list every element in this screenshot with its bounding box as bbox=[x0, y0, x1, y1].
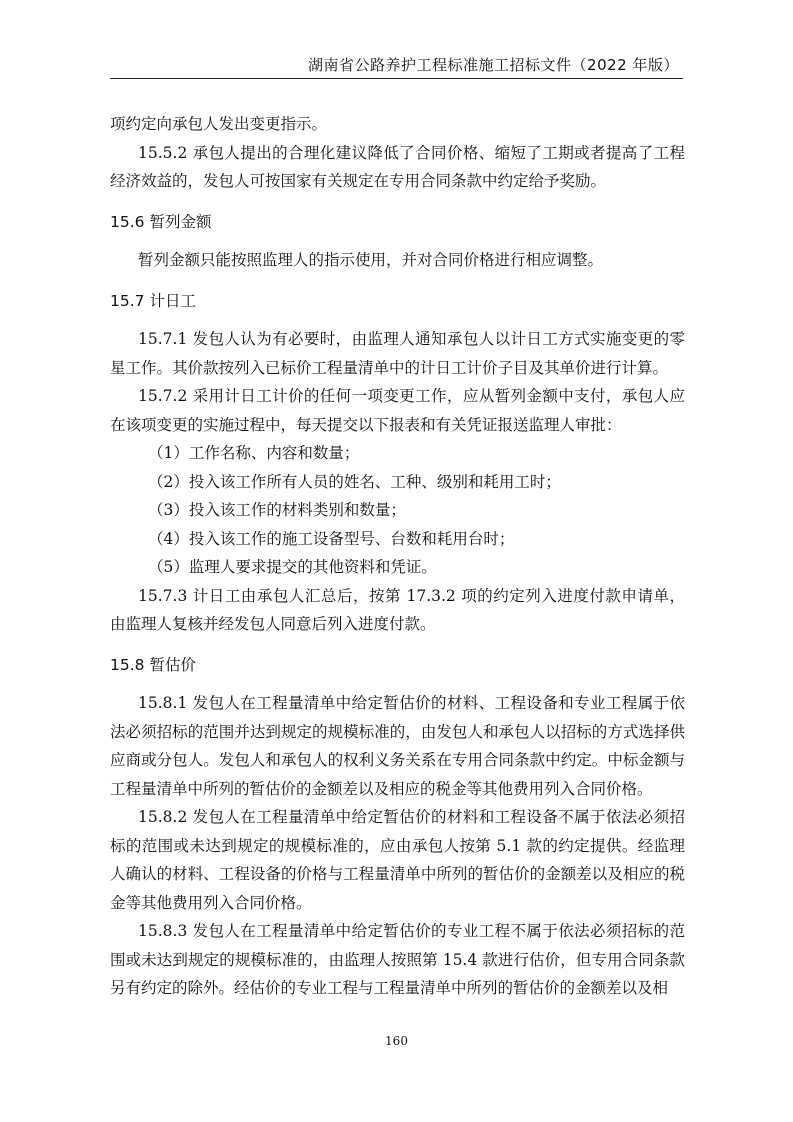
section-heading-15-8: 15.8 暂估价 bbox=[110, 655, 196, 674]
paragraph-15-7-3: 15.7.3 计日工由承包人汇总后，按第 17.3.2 项的约定列入进度付款申请单，由监理人复核并经发包人同意后列入进度付款。 bbox=[110, 586, 685, 633]
paragraph-15-7-2: 15.7.2 采用计日工计价的任何一项变更工作，应从暂列金额中支付，承包人应在该项变更的实施过程中，每天提交以下报表和有关凭证报送监理人审批： bbox=[110, 387, 685, 434]
list-item: （4）投入该工作的施工设备型号、台数和耗用台时； bbox=[148, 529, 515, 548]
list-item: （2）投入该工作所有人员的姓名、工种、级别和耗用工时； bbox=[148, 472, 561, 491]
document-title: 湖南省公路养护工程标准施工招标文件（2022 年版） bbox=[308, 56, 679, 74]
page-body bbox=[110, 110, 685, 1003]
page-header bbox=[110, 52, 683, 79]
paragraph-continuation: 项约定向承包人发出变更指示。 bbox=[110, 115, 328, 133]
paragraph-15-5-2: 15.5.2 承包人提出的合理化建议降低了合同价格、缩短了工期或者提高了工程经济效益的，发包人可按国家有关规定在专用合同条款中约定给予奖励。 bbox=[110, 143, 685, 190]
list-item: （3）投入该工作的材料类别和数量； bbox=[148, 501, 406, 519]
paragraph-15-8-1: 15.8.1 发包人在工程量清单中给定暂估价的材料、工程设备和专业工程属于依法必须招标的范围并达到规定的规模标准的，由发包人和承包人以招标的方式选择供应商或分包人。发包人和承包人的权利义务关系在专用合同条款中约定。中标金额与工程量清单中所列的暂估价的金额差以及相应的税金等其他费用列入合同价格。 bbox=[110, 694, 685, 798]
list-item: （1）工作名称、内容和数量； bbox=[148, 444, 360, 462]
paragraph-15-8-3: 15.8.3 发包人在工程量清单中给定暂估价的专业工程不属于依法必须招标的范围或未达到规定的规模标准的，由监理人按照第 15.4 款进行估价，但专用合同条款另有约定的除外。经估价的专业工程与工程量清单中所列的暂估价的金额差以及相 bbox=[110, 922, 685, 997]
paragraph-15-7-1: 15.7.1 发包人认为有必要时，由监理人通知承包人以计日工方式实施变更的零星工作。其价款按列入已标价工程量清单中的计日工计价子目及其单价进行计算。 bbox=[110, 330, 685, 377]
section-heading-15-7: 15.7 计日工 bbox=[110, 291, 196, 310]
paragraph-15-8-2: 15.8.2 发包人在工程量清单中给定暂估价的材料和工程设备不属于依法必须招标的范围或未达到规定的规模标准的，应由承包人按第 5.1 款的约定提供。经监理人确认的材料、工程设备的价格与工程量清单中所列的暂估价的金额差以及相应的税金等其他费用列入合同价格。 bbox=[110, 808, 685, 912]
page-number: 160 bbox=[385, 1034, 408, 1048]
paragraph-15-6: 暂列金额只能按照监理人的指示使用，并对合同价格进行相应调整。 bbox=[138, 251, 604, 269]
list-item: （5）监理人要求提交的其他资料和凭证。 bbox=[148, 558, 437, 576]
section-heading-15-6: 15.6 暂列金额 bbox=[110, 212, 212, 231]
